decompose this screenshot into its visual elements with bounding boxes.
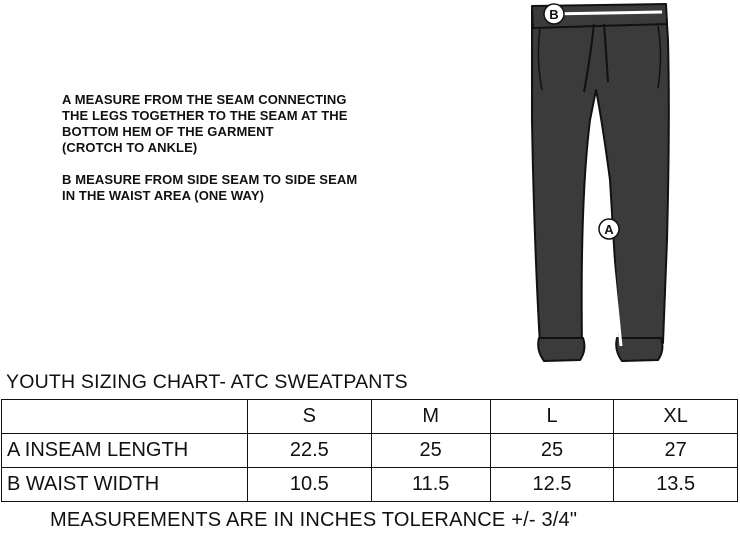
inseam-s: 22.5 (248, 434, 372, 468)
waist-m: 11.5 (371, 468, 490, 502)
instruction-b: B MEASURE FROM SIDE SEAM TO SIDE SEAM IN THE WAIST AREA (ONE WAY) (62, 172, 358, 203)
inseam-row (2, 434, 738, 468)
label-a: A (604, 222, 614, 237)
measurement-instructions (62, 92, 422, 204)
measurement-footnote: MEASUREMENTS ARE IN INCHES TOLERANCE +/- 3/4" (50, 509, 578, 531)
row-label-inseam: A INSEAM LENGTH (2, 434, 248, 468)
waist-row (2, 468, 738, 502)
label-b: B (549, 7, 559, 22)
waist-l: 12.5 (490, 468, 614, 502)
inseam-l: 25 (490, 434, 614, 468)
chart-title: YOUTH SIZING CHART- ATC SWEATPANTS (6, 371, 408, 393)
pants-body (532, 8, 669, 345)
inseam-m: 25 (371, 434, 490, 468)
header-corner-cell (2, 400, 248, 434)
waist-s: 10.5 (248, 468, 372, 502)
waist-measure-line (548, 12, 662, 14)
instruction-a: A MEASURE FROM THE SEAM CONNECTING THE LEGS TOGETHER TO THE SEAM AT THE BOTTOM HEM OF THE GARMENT (CROTCH TO ANKLE) (62, 92, 348, 155)
size-table (1, 399, 738, 502)
header-row (2, 400, 738, 434)
waist-xl: 13.5 (614, 468, 738, 502)
sweatpants-diagram (520, 0, 680, 365)
right-cuff (616, 338, 662, 361)
header-size-m: M (371, 400, 490, 434)
header-size-l: L (490, 400, 614, 434)
inseam-xl: 27 (614, 434, 738, 468)
header-size-s: S (248, 400, 372, 434)
left-cuff (538, 338, 584, 361)
row-label-waist: B WAIST WIDTH (2, 468, 248, 502)
header-size-xl: XL (614, 400, 738, 434)
